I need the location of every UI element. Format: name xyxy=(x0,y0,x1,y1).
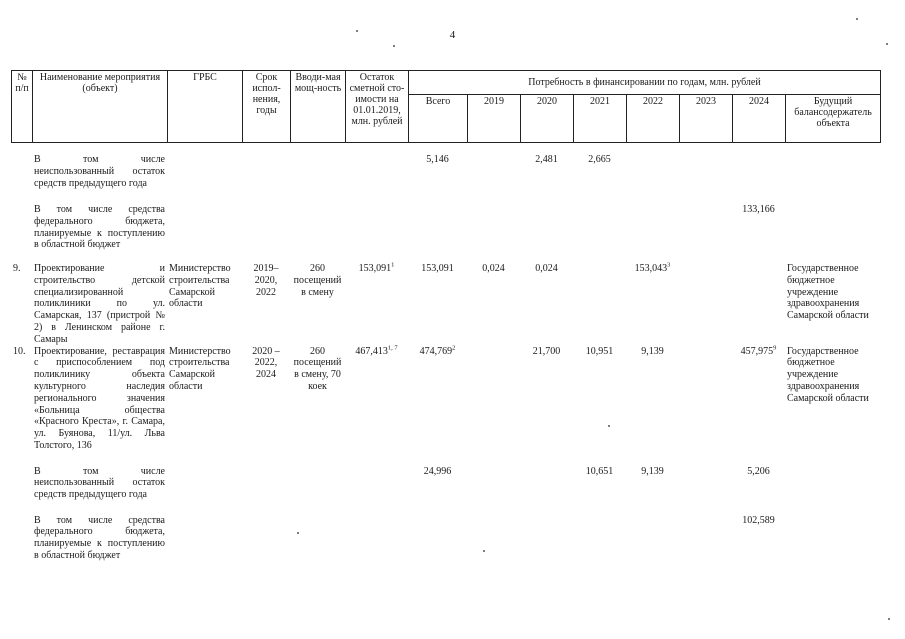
table-row xyxy=(11,204,880,263)
row-holder: Государственное бюджетное учреждение здравоохранения Самарской области xyxy=(787,263,869,322)
row-term xyxy=(242,204,290,263)
row-holder xyxy=(785,154,880,204)
row-2019 xyxy=(467,515,520,565)
row-grbs xyxy=(167,466,242,515)
row-2023 xyxy=(679,466,732,515)
row-grbs: Министерство строительства Самарской области xyxy=(169,263,231,310)
table-row xyxy=(11,154,880,204)
scan-speck xyxy=(297,532,299,534)
row-term: 2019–2020, 2022 xyxy=(253,263,279,298)
row-name: Проектирование, реставрация с приспособлением под поликлинику объекта культурного наследия регионального значения «Больница общества «Красного Креста», г. Самара, ул. Буянова, 11/ул. Льва Толстого, 136 xyxy=(34,345,165,451)
row-2022 xyxy=(626,154,679,204)
header-remainder: Остаток сметной сто-имости на 01.01.2019, млн. рублей xyxy=(346,71,409,143)
header-holder: Будущий балансодержатель объекта xyxy=(786,95,881,143)
row-2020: 21,700 xyxy=(532,345,561,357)
row-2020 xyxy=(520,466,573,515)
row-name: В том числе средства федерального бюджета, планируемые к поступлению в областной бюджет xyxy=(34,204,165,251)
row-2020: 2,481 xyxy=(535,154,558,165)
table-body xyxy=(11,154,880,565)
row-name: В том числе средства федерального бюджета, планируемые к поступлению в областной бюджет xyxy=(34,514,165,561)
row-2019 xyxy=(467,154,520,204)
row-capacity xyxy=(290,154,345,204)
row-remainder xyxy=(345,466,408,515)
row-capacity xyxy=(290,515,345,565)
row-remainder: 467,413$^{1, 7}$ xyxy=(355,344,398,357)
row-2021 xyxy=(573,204,626,263)
scan-speck xyxy=(608,425,610,427)
scan-speck xyxy=(483,550,485,552)
row-total: 153,091 xyxy=(421,263,454,274)
scan-speck xyxy=(356,30,358,32)
row-2023 xyxy=(679,515,732,565)
row-remainder xyxy=(345,154,408,204)
header-funding-group: Потребность в финансировании по годам, млн. рублей xyxy=(409,71,881,95)
header-num: № п/п xyxy=(12,71,33,143)
row-term xyxy=(242,515,290,565)
row-term: 2020 – 2022, 2024 xyxy=(252,345,280,381)
row-2024: 133,166 xyxy=(742,204,775,215)
row-2024: 5,206 xyxy=(747,465,770,477)
row-term xyxy=(242,466,290,515)
header-year-2024: 2024 xyxy=(733,95,786,143)
header-year-2023: 2023 xyxy=(680,95,733,143)
row-grbs xyxy=(167,154,242,204)
row-name: В том числе неиспользованный остаток средств предыдущего года xyxy=(34,154,165,189)
table-row xyxy=(11,263,880,346)
row-num: 9. xyxy=(13,263,21,274)
row-capacity: 260 посещений в смену xyxy=(293,263,342,298)
row-num xyxy=(11,204,32,263)
row-2023 xyxy=(679,204,732,263)
row-2019: 0,024 xyxy=(482,263,505,274)
header-year-2020: 2020 xyxy=(521,95,574,143)
scan-speck xyxy=(393,45,395,47)
row-2020 xyxy=(520,515,573,565)
row-remainder: 153,091$^1$ xyxy=(358,261,395,274)
table-row xyxy=(11,466,880,515)
row-holder xyxy=(785,204,880,263)
header-grbs: ГРБС xyxy=(168,71,243,143)
header-year-2019: 2019 xyxy=(468,95,521,143)
header-total: Всего xyxy=(409,95,468,143)
scan-speck xyxy=(888,618,890,620)
row-total xyxy=(408,204,467,263)
row-2022: 9,139 xyxy=(641,465,664,477)
row-2021: 10,651 xyxy=(585,465,614,477)
row-holder xyxy=(785,466,880,515)
scan-speck xyxy=(886,43,888,45)
row-total: 474,769$^2$ xyxy=(419,344,456,357)
table-header xyxy=(11,70,881,143)
row-name: Проектирование и строительство детской специализированной поликлиники по ул. Самарская, 137 (пристрой № 2) в Ленинском районе г. Самары xyxy=(34,263,165,345)
header-name: Наименование мероприятия (объект) xyxy=(33,71,168,143)
row-name: В том числе неиспользованный остаток средств предыдущего года xyxy=(34,465,165,501)
row-capacity xyxy=(290,204,345,263)
row-num: 10. xyxy=(13,345,26,357)
row-2022: 153,043$^3$ xyxy=(634,261,671,274)
row-2024: 457,975$^9$ xyxy=(740,344,777,357)
row-total: 5,146 xyxy=(426,154,449,165)
row-num xyxy=(11,154,32,204)
row-2022: 9,139 xyxy=(641,345,664,357)
row-2020 xyxy=(520,204,573,263)
row-total: 24,996 xyxy=(423,465,452,477)
row-grbs xyxy=(167,515,242,565)
row-capacity xyxy=(290,466,345,515)
scan-speck xyxy=(856,18,858,20)
row-remainder xyxy=(345,204,408,263)
row-2024: 102,589 xyxy=(742,514,775,526)
row-num xyxy=(11,515,32,565)
row-2021: 2,665 xyxy=(588,154,611,165)
row-holder xyxy=(785,515,880,565)
row-2021: 10,951 xyxy=(585,345,614,357)
row-2024 xyxy=(732,154,785,204)
row-2023 xyxy=(679,263,732,346)
row-2022 xyxy=(626,204,679,263)
row-capacity: 260 посещений в смену, 70 коек xyxy=(293,345,342,392)
row-remainder xyxy=(345,515,408,565)
row-2019 xyxy=(467,466,520,515)
row-num xyxy=(11,466,32,515)
row-2023 xyxy=(679,154,732,204)
header-year-2021: 2021 xyxy=(574,95,627,143)
row-2019 xyxy=(467,346,520,466)
table-row xyxy=(11,346,880,466)
row-grbs xyxy=(167,204,242,263)
header-capacity: Вводи-мая мощ-ность xyxy=(291,71,346,143)
row-grbs: Министерство строительства Самарской области xyxy=(169,345,231,392)
row-2019 xyxy=(467,204,520,263)
row-2021 xyxy=(573,515,626,565)
row-2024 xyxy=(732,263,785,346)
row-2020: 0,024 xyxy=(535,263,558,274)
header-term: Срок испол-нения, годы xyxy=(243,71,291,143)
row-2021 xyxy=(573,263,626,346)
row-total xyxy=(408,515,467,565)
row-holder: Государственное бюджетное учреждение здравоохранения Самарской области xyxy=(787,345,869,404)
page-number: 4 xyxy=(449,29,456,41)
header-year-2022: 2022 xyxy=(627,95,680,143)
table-row xyxy=(11,515,880,565)
row-2023 xyxy=(679,346,732,466)
row-2022 xyxy=(626,515,679,565)
row-term xyxy=(242,154,290,204)
